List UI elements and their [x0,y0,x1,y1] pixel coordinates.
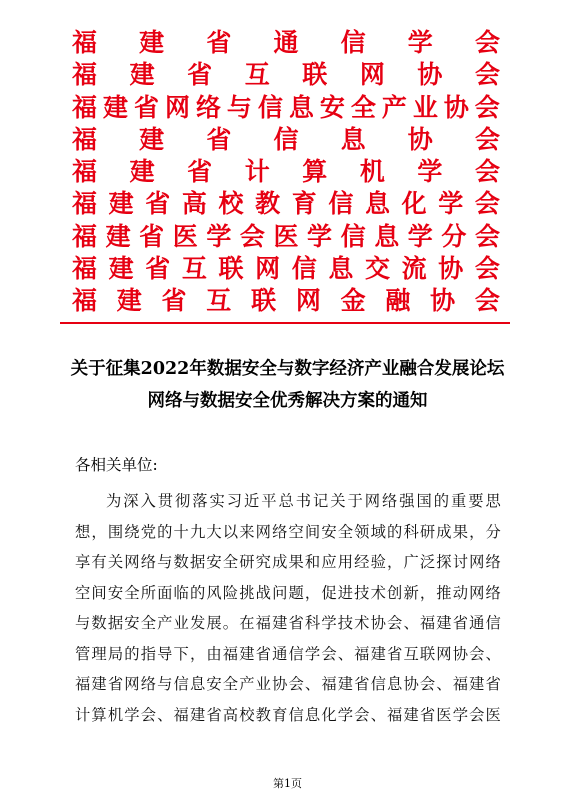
body-paragraph [75,486,501,730]
red-divider [60,322,510,324]
body-line: 享 有 关 网 络 与 数 据 安 全 研 究 成 果 和 应 用 经 验 ， 广 泛 探 讨 网 络 [75,553,501,571]
issuer-line: 福 建 省 信 息 协 会 [72,124,500,154]
body-line: 想 ， 围 绕 党 的 十 九 大 以 来 网 络 空 间 安 全 领 域 的 科 研 成 果 ， 分 [75,522,501,541]
body-line: 与 数 据 安 全 产 业 发 展 。 在 福 建 省 科 学 技 术 协 会 、 福 建 省 通 信 [75,614,501,632]
body-line: 为 深 入 贯 彻 落 实 习 近 平 总 书 记 关 于 网 络 强 国 的 重 要 思 [106,492,501,510]
issuer-line: 福 建 省 互 联 网 金 融 协 会 [72,286,500,316]
salutation: 各相关单位: [75,456,158,474]
page-number: 第1页 [273,777,302,790]
issuer-line: 福 建 省 计 算 机 学 会 [72,157,500,187]
issuer-list [72,27,500,318]
body-line: 计 算 机 学 会 、 福 建 省 高 校 教 育 信 息 化 学 会 、 福 建 省 医 学 会 医 [75,705,501,724]
body-line: 空 间 安 全 所 面 临 的 风 险 挑 战 问 题 ， 促 进 技 术 创 新 ， 推 动 网 络 [75,583,501,602]
issuer-line: 福 建 省 互 联 网 信 息 交 流 协 会 [72,254,500,284]
body-line: 管 理 局 的 指 导 下 ， 由 福 建 省 通 信 学 会 、 福 建 省 互 联 网 协 会 、 [75,644,501,663]
title-line-2: 网络与数据安全优秀解决方案的通知 [147,391,428,411]
issuer-line: 福 建 省 高 校 教 育 信 息 化 学 会 [72,189,500,219]
issuer-line: 福 建 省 互 联 网 协 会 [72,60,500,90]
document-title [40,353,535,417]
issuer-line: 福 建 省 医 学 会 医 学 信 息 学 分 会 [72,221,500,251]
issuer-line: 福 建 省 网 络 与 信 息 安 全 产 业 协 会 [72,92,500,122]
body-line: 福 建 省 网 络 与 信 息 安 全 产 业 协 会 、 福 建 省 信 息 协 会 、 福 建 省 [75,675,501,693]
title-line-1: 关于征集2022年数据安全与数字经济产业融合发展论坛 [70,359,505,379]
issuer-line: 福 建 省 通 信 学 会 [72,28,500,57]
